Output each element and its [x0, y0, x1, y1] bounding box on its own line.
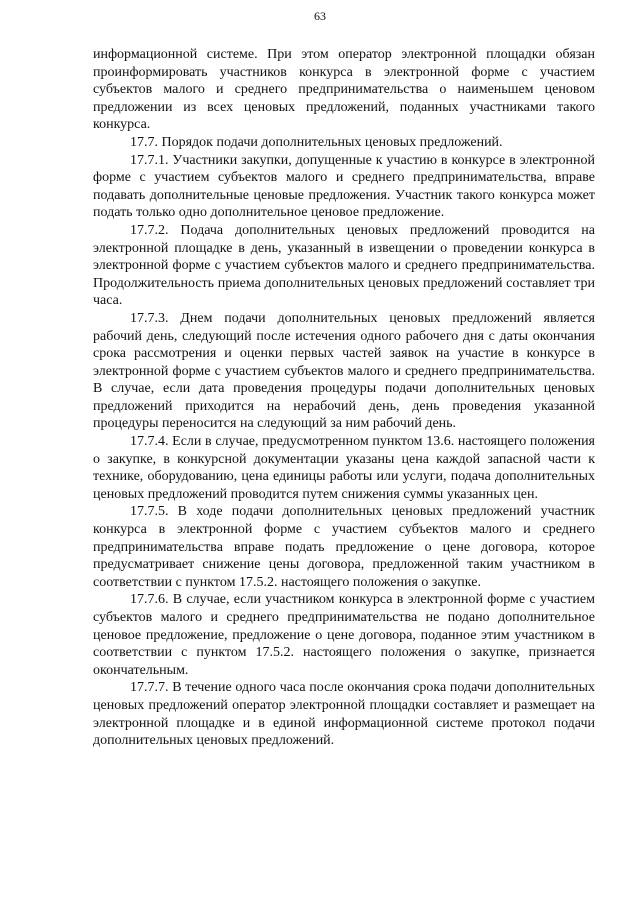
page-number: 63	[314, 9, 326, 23]
paragraph-continuation: информационной системе. При этом оператор электронной площадки обязан проинформировать участников конкурса в электронной форме с участием субъектов малого и среднего предпринимательства о наименьшем ценовом предложении из всех ценовых предложений, поданных участниками такого конкурса.	[93, 47, 595, 133]
paragraph-17-7: 17.7. Порядок подачи дополнительных ценовых предложений.	[130, 134, 503, 150]
paragraph-17-7-3: 17.7.3. Днем подачи дополнительных ценовых предложений является рабочий день, следующий после истечения одного рабочего дня с даты окончания срока рассмотрения и оценки первых частей заявок на участие в конкурсе в электронной форме с участием субъектов малого и среднего предпринимательства. В случае, если дата проведения процедуры подачи дополнительных ценовых предложений приходится на нерабочий день, день проведения указанной процедуры переносится на следующий за ним рабочий день.	[93, 310, 595, 432]
paragraph-17-7-4: 17.7.4. Если в случае, предусмотренном пунктом 13.6. настоящего положения о закупке, в конкурсной документации указаны цена каждой запасной части к технике, оборудованию, цена единицы работы или услуги, подача дополнительных ценовых предложений проводится путем снижения суммы указанных цен.	[93, 434, 595, 502]
paragraph-17-7-6: 17.7.6. В случае, если участником конкурса в электронной форме с участием субъектов малого и среднего предпринимательства не подано дополнительное ценовое предложение, предложение о цене договора, поданное этим участником в соответствии с пунктом 17.5.2. настоящего положения о закупке, признается окончательным.	[93, 592, 595, 678]
paragraph-17-7-1: 17.7.1. Участники закупки, допущенные к участию в конкурсе в электронной форме с участием субъектов малого и среднего предпринимательства, вправе подавать дополнительные ценовые предложения. Участник такого конкурса может подать только одно дополнительное ценовое предложение.	[93, 152, 595, 221]
document-body	[93, 46, 595, 750]
paragraph-17-7-5: 17.7.5. В ходе подачи дополнительных ценовых предложений участник конкурса в электронной форме с участием субъектов малого и среднего предпринимательства вправе подать предложение о цене договора, которое предусматривает снижение цены договора, предложенной таким участником в соответствии с пунктом 17.5.2. настоящего положения о закупке.	[93, 504, 595, 590]
paragraph-17-7-2: 17.7.2. Подача дополнительных ценовых предложений проводится на электронной площадке в день, указанный в извещении о проведении конкурса в электронной форме с участием субъектов малого и среднего предпринимательства. Продолжительность приема дополнительных ценовых предложений составляет три часа.	[93, 222, 595, 309]
paragraph-17-7-7: 17.7.7. В течение одного часа после окончания срока подачи дополнительных ценовых предложений оператор электронной площадки составляет и размещает на электронной площадке и в единой информационной системе протокол подачи дополнительных ценовых предложений.	[93, 680, 595, 749]
